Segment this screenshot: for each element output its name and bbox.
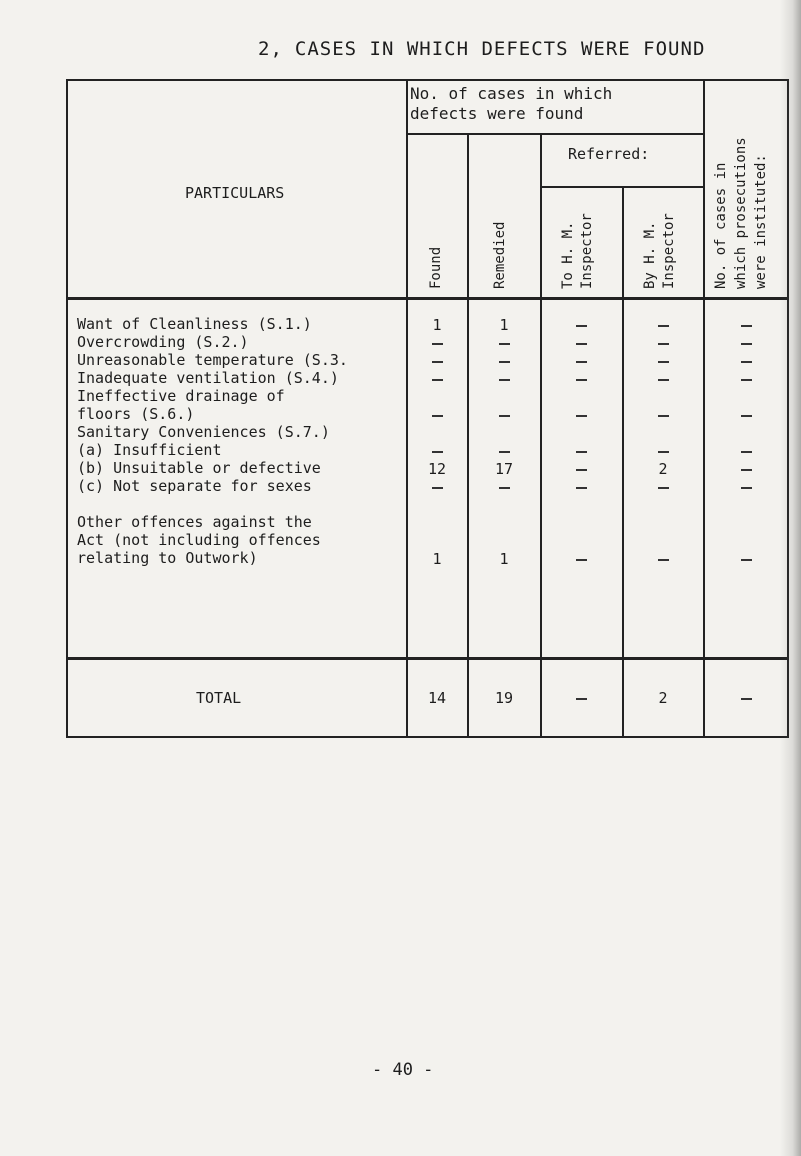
found-heading: Found — [428, 246, 444, 289]
cell-prosecutions-dash — [741, 415, 752, 417]
rule-after-particulars — [406, 80, 408, 737]
rule-after-found — [467, 133, 469, 737]
prosecutions-heading-line3: were instituted: — [753, 154, 769, 289]
cell-to-hm-dash — [576, 343, 587, 345]
rule-under-header — [66, 297, 789, 300]
cell-prosecutions-dash — [741, 361, 752, 363]
particulars-heading: PARTICULARS — [185, 184, 285, 202]
cell-found: 1 — [432, 316, 442, 334]
cell-prosecutions-dash — [741, 379, 752, 381]
cell-prosecutions-dash — [741, 325, 752, 327]
cell-found: 12 — [427, 460, 447, 478]
row-label: (a) Insufficient — [77, 441, 222, 459]
cell-found-dash — [432, 487, 443, 489]
total-label: TOTAL — [196, 689, 242, 707]
to-hm-heading-line2: Inspector — [579, 213, 595, 289]
cell-prosecutions-dash — [741, 559, 752, 561]
row-label: Other offences against the — [77, 513, 312, 531]
row-label: (c) Not separate for sexes — [77, 477, 312, 495]
cell-by-hm-dash — [658, 559, 669, 561]
cell-prosecutions-dash — [741, 343, 752, 345]
cell-remedied-dash — [499, 361, 510, 363]
total-remedied: 19 — [494, 689, 514, 707]
rule-above-total — [66, 657, 789, 660]
cell-found-dash — [432, 379, 443, 381]
cell-to-hm-dash — [576, 559, 587, 561]
cell-to-hm-dash — [576, 325, 587, 327]
remedied-heading: Remedied — [492, 221, 508, 289]
cell-found-dash — [432, 343, 443, 345]
page-edge-shadow — [780, 0, 801, 1156]
cell-prosecutions-dash — [741, 469, 752, 471]
section-title: CASES IN WHICH DEFECTS WERE FOUND — [294, 38, 706, 60]
cell-to-hm-dash — [576, 415, 587, 417]
cell-remedied-dash — [499, 415, 510, 417]
cell-to-hm-dash — [576, 469, 587, 471]
rule-before-prosecutions — [703, 80, 705, 737]
cell-to-hm-dash — [576, 451, 587, 453]
page-title — [258, 38, 705, 60]
row-label: Ineffective drainage of — [77, 387, 285, 405]
referred-heading: Referred: — [568, 145, 650, 163]
total-to-hm-dash — [576, 698, 587, 700]
row-label: Want of Cleanliness (S.1.) — [77, 315, 312, 333]
cell-by-hm-dash — [658, 325, 669, 327]
cell-by-hm-dash — [658, 343, 669, 345]
page-number: - 40 - — [372, 1060, 434, 1080]
cell-by-hm: 2 — [658, 460, 668, 478]
cell-remedied-dash — [499, 487, 510, 489]
to-hm-heading-line1: To H. M. — [560, 221, 576, 289]
total-by-hm: 2 — [658, 689, 668, 707]
cell-by-hm-dash — [658, 415, 669, 417]
prosecutions-heading-line2: which prosecutions — [733, 137, 749, 289]
row-label: floors (S.6.) — [77, 405, 195, 423]
row-label: Sanitary Conveniences (S.7.) — [77, 423, 330, 441]
cell-to-hm-dash — [576, 361, 587, 363]
cell-remedied: 1 — [499, 316, 509, 334]
cell-found: 1 — [432, 550, 442, 568]
rule-after-remedied — [540, 133, 542, 737]
cell-by-hm-dash — [658, 379, 669, 381]
row-label: Overcrowding (S.2.) — [77, 333, 249, 351]
section-number: 2, — [258, 38, 283, 60]
cell-found-dash — [432, 451, 443, 453]
cell-remedied: 1 — [499, 550, 509, 568]
cell-by-hm-dash — [658, 487, 669, 489]
total-prosecutions-dash — [741, 698, 752, 700]
rule-under-referred — [540, 186, 704, 188]
cases-heading-line2: defects were found — [410, 104, 584, 123]
cell-remedied-dash — [499, 451, 510, 453]
cell-prosecutions-dash — [741, 451, 752, 453]
cell-by-hm-dash — [658, 361, 669, 363]
total-found: 14 — [427, 689, 447, 707]
row-label: Unreasonable temperature (S.3. — [77, 351, 348, 369]
cases-heading-line1: No. of cases in which — [410, 84, 613, 103]
row-label: Inadequate ventilation (S.4.) — [77, 369, 339, 387]
row-label: relating to Outwork) — [77, 549, 258, 567]
cell-remedied-dash — [499, 343, 510, 345]
row-label: Act (not including offences — [77, 531, 321, 549]
cell-found-dash — [432, 361, 443, 363]
cell-to-hm-dash — [576, 487, 587, 489]
by-hm-heading-line1: By H. M. — [642, 221, 658, 289]
cell-remedied: 17 — [494, 460, 514, 478]
row-label: (b) Unsuitable or defective — [77, 459, 321, 477]
rule-under-cases — [406, 133, 704, 135]
cell-by-hm-dash — [658, 451, 669, 453]
rule-after-to-hm — [622, 186, 624, 737]
cell-to-hm-dash — [576, 379, 587, 381]
prosecutions-heading-line1: No. of cases in — [713, 162, 729, 289]
cell-remedied-dash — [499, 379, 510, 381]
cell-prosecutions-dash — [741, 487, 752, 489]
cell-found-dash — [432, 415, 443, 417]
by-hm-heading-line2: Inspector — [661, 213, 677, 289]
